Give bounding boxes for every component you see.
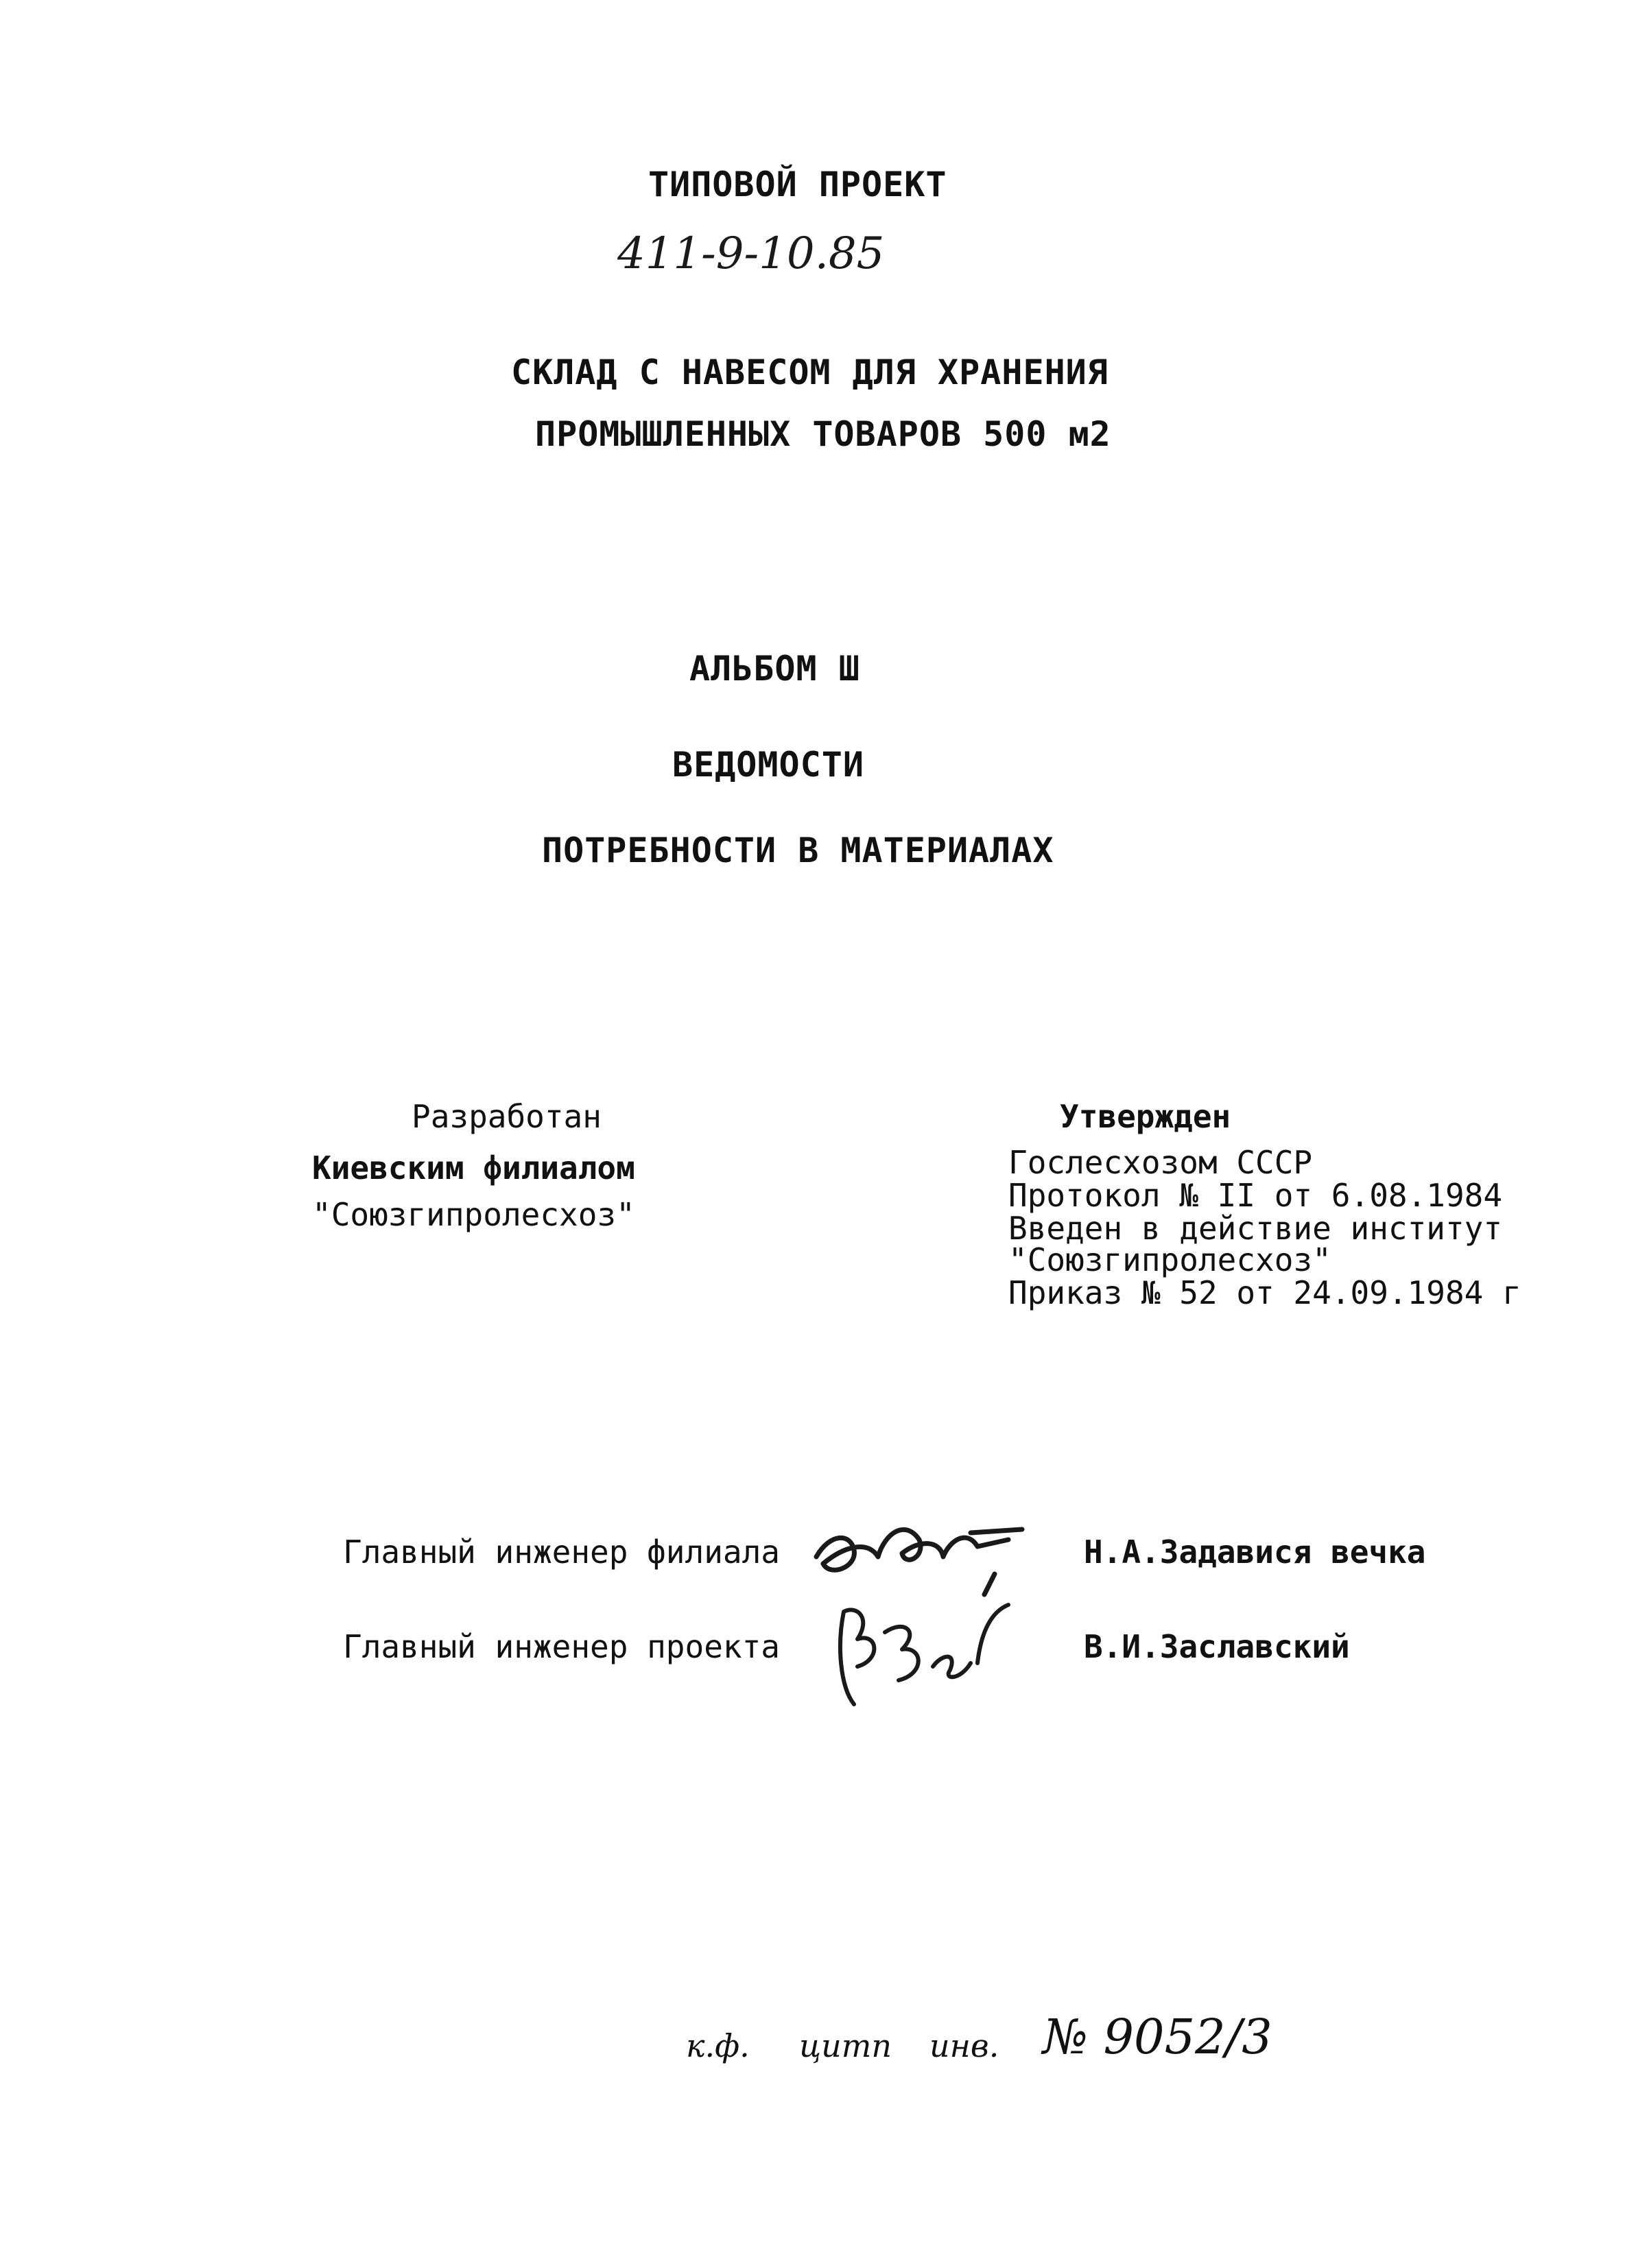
album-subtitle-2: ПОТРЕБНОСТИ В МАТЕРИАЛАХ: [542, 831, 1054, 870]
developed-heading: Разработан: [412, 1098, 602, 1135]
album-subtitle-1: ВЕДОМОСТИ: [672, 745, 864, 785]
developed-line-2: "Союзгипролесхоз": [312, 1196, 635, 1233]
signature-role-1: Главный инженер филиала: [343, 1533, 780, 1571]
approved-line-5: Приказ № 52 от 24.09.1984 г: [1008, 1274, 1521, 1311]
signature-name-2: В.И.Заславский: [1084, 1628, 1350, 1665]
document-title-line-1: СКЛАД С НАВЕСОМ ДЛЯ ХРАНЕНИЯ: [511, 353, 1109, 392]
footer-org: к.ф.: [686, 2027, 750, 2064]
approved-heading: Утвержден: [1060, 1098, 1231, 1135]
project-number: 411-9-10.85: [617, 228, 885, 279]
approved-line-4: "Союзгипролесхоз": [1008, 1241, 1331, 1278]
project-type: ТИПОВОЙ ПРОЕКТ: [648, 165, 947, 204]
signature-name-1: Н.А.Задавися вечка: [1084, 1533, 1426, 1571]
footer-center: цитп: [799, 2027, 892, 2064]
album-label: АЛЬБОМ Ш: [689, 649, 860, 689]
developed-line-1: Киевским филиалом: [312, 1149, 635, 1186]
signature-2-handwritten: [816, 1584, 1022, 1721]
approved-line-1: Гослесхозом СССР: [1008, 1144, 1313, 1181]
footer-inv: инв.: [929, 2027, 999, 2064]
footer-number: № 9052/3: [1043, 2009, 1272, 2065]
approved-line-2: Протокол № II от 6.08.1984: [1008, 1177, 1503, 1214]
signature-role-2: Главный инженер проекта: [343, 1628, 780, 1665]
approved-line-3: Введен в действие институт: [1008, 1210, 1503, 1247]
document-title-line-2: ПРОМЫШЛЕННЫХ ТОВАРОВ 500 м2: [535, 414, 1111, 454]
